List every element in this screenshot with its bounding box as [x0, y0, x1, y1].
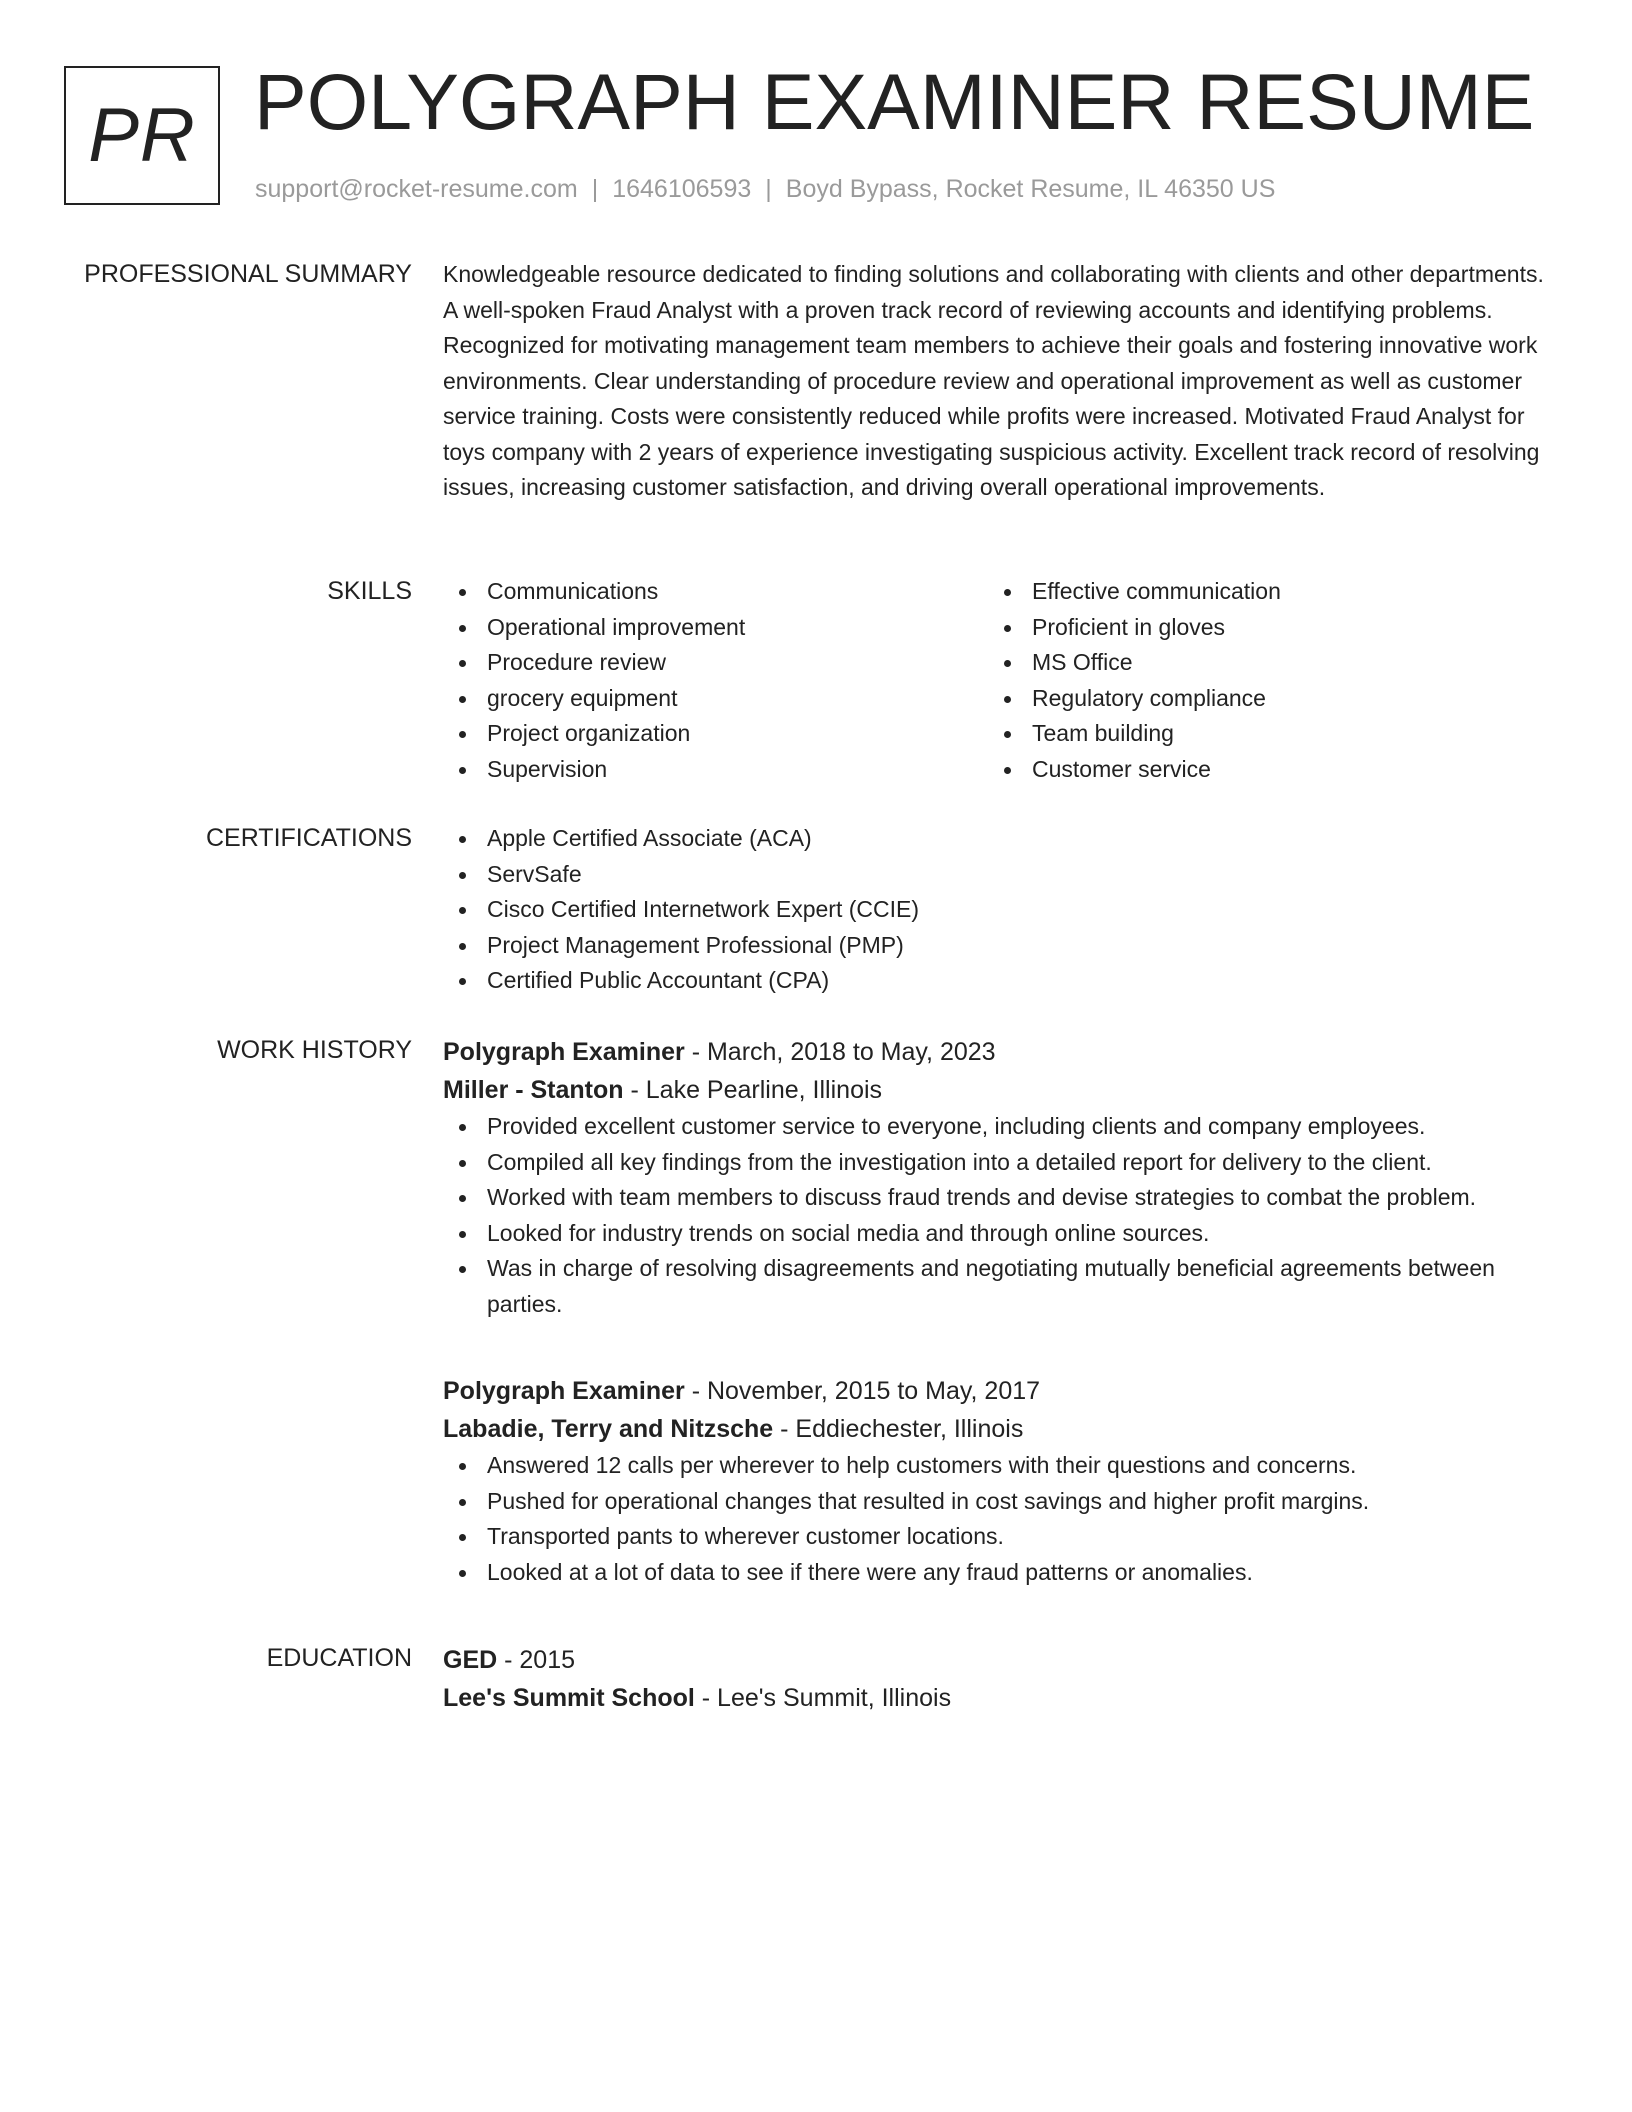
job-duty-item: Provided excellent customer service to everyone, including clients and company employees. — [443, 1109, 1563, 1145]
work-history-heading: WORK HISTORY — [217, 1036, 412, 1064]
skills-grid — [443, 574, 1563, 787]
skills-list-right — [988, 574, 1533, 787]
education-body — [443, 1641, 1563, 1717]
job-duty-item: Looked at a lot of data to see if there were any fraud patterns or anomalies. — [443, 1555, 1563, 1591]
skill-item: Procedure review — [443, 645, 988, 681]
certification-item: ServSafe — [443, 857, 1563, 893]
job-duty-item: Looked for industry trends on social media and through online sources. — [443, 1216, 1563, 1252]
certifications-heading: CERTIFICATIONS — [205, 824, 412, 852]
education-school: Lee's Summit School — [443, 1684, 695, 1712]
job-title: Polygraph Examiner — [443, 1377, 685, 1405]
job-duty-item: Worked with team members to discuss fraud trends and devise strategies to combat the problem. — [443, 1180, 1563, 1216]
skill-item: Supervision — [443, 752, 988, 788]
skill-item: MS Office — [988, 645, 1533, 681]
certification-item: Apple Certified Associate (ACA) — [443, 821, 1563, 857]
job-dates: - November, 2015 to May, 2017 — [684, 1377, 1041, 1405]
contact-email: support@rocket-resume.com — [255, 175, 578, 203]
job-title-line — [443, 1372, 1563, 1410]
job-company-line — [443, 1071, 1563, 1109]
skills-body — [443, 574, 1563, 787]
skills-heading: SKILLS — [327, 577, 412, 605]
summary-heading: PROFESSIONAL SUMMARY — [84, 260, 412, 288]
certification-item: Project Management Professional (PMP) — [443, 928, 1563, 964]
education-heading: EDUCATION — [266, 1644, 412, 1672]
contact-separator: | — [765, 175, 772, 203]
work-history-body-2 — [443, 1372, 1563, 1590]
job-duty-item: Answered 12 calls per wherever to help customers with their questions and concerns. — [443, 1448, 1563, 1484]
skill-item: Operational improvement — [443, 610, 988, 646]
job-duty-item: Transported pants to wherever customer locations. — [443, 1519, 1563, 1555]
job-title: Polygraph Examiner — [443, 1038, 685, 1066]
monogram-initials: PR — [88, 93, 196, 178]
education-location: - Lee's Summit, Illinois — [694, 1684, 952, 1712]
certification-item: Cisco Certified Internetwork Expert (CCIE) — [443, 892, 1563, 928]
job-title-line — [443, 1033, 1563, 1071]
resume-title: POLYGRAPH EXAMINER RESUME — [254, 57, 1535, 146]
contact-separator: | — [591, 175, 599, 203]
job-company-line — [443, 1410, 1563, 1448]
job-location: - Lake Pearline, Illinois — [623, 1076, 883, 1104]
job-company: Labadie, Terry and Nitzsche — [443, 1415, 774, 1443]
job-location: - Eddiechester, Illinois — [773, 1415, 1024, 1443]
skill-item: Communications — [443, 574, 988, 610]
education-degree: GED — [443, 1646, 498, 1674]
monogram-badge — [64, 66, 220, 205]
work-history-body — [443, 1033, 1563, 1322]
skills-list-left — [443, 574, 988, 787]
certifications-list — [443, 821, 1563, 999]
education-degree-line — [443, 1641, 1563, 1679]
contact-phone: 1646106593 — [612, 175, 752, 203]
job-entry — [443, 1372, 1563, 1590]
education-school-line — [443, 1679, 1563, 1717]
job-duty-item: Was in charge of resolving disagreements and negotiating mutually beneficial agreements between parties. — [443, 1251, 1563, 1322]
contact-line — [255, 172, 1275, 206]
skill-item: Regulatory compliance — [988, 681, 1533, 717]
skill-item: Customer service — [988, 752, 1533, 788]
contact-address: Boyd Bypass, Rocket Resume, IL 46350 US — [785, 175, 1276, 203]
job-duty-item: Pushed for operational changes that resulted in cost savings and higher profit margins. — [443, 1484, 1563, 1520]
job-entry — [443, 1033, 1563, 1322]
job-dates: - March, 2018 to May, 2023 — [684, 1038, 996, 1066]
skill-item: Team building — [988, 716, 1533, 752]
summary-body — [443, 257, 1563, 506]
certifications-body — [443, 821, 1563, 999]
skill-item: Project organization — [443, 716, 988, 752]
job-duties-list — [443, 1448, 1563, 1590]
skill-item: grocery equipment — [443, 681, 988, 717]
job-duties-list — [443, 1109, 1563, 1322]
job-duty-item: Compiled all key findings from the investigation into a detailed report for delivery to the client. — [443, 1145, 1563, 1181]
skill-item: Effective communication — [988, 574, 1533, 610]
skill-item: Proficient in gloves — [988, 610, 1533, 646]
education-year: - 2015 — [497, 1646, 576, 1674]
summary-text: Knowledgeable resource dedicated to finding solutions and collaborating with clients and other departments. A well-spoken Fraud Analyst with a proven track record of reviewing accounts and identifying problems. Recognized for motivating management team members to achieve their goals and fostering innovative work environments. Clear understanding of procedure review and operational improvement as well as customer service training. Costs were consistently reduced while profits were increased. Motivated Fraud Analyst for toys company with 2 years of experience investigating suspicious activity. Excellent track record of resolving issues, increasing customer satisfaction, and driving overall operational improvements. — [443, 261, 1544, 500]
certification-item: Certified Public Accountant (CPA) — [443, 963, 1563, 999]
job-company: Miller - Stanton — [443, 1076, 624, 1104]
